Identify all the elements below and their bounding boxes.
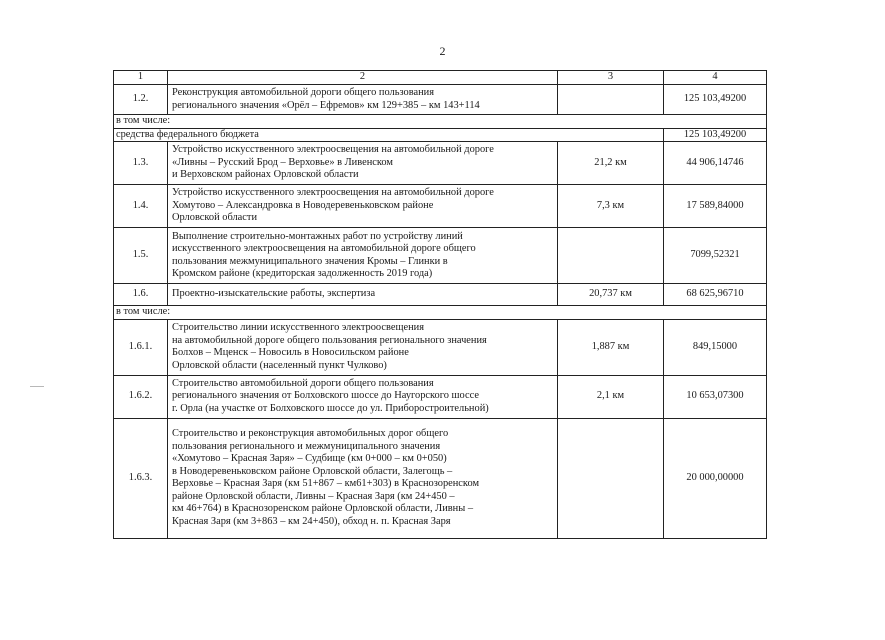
header-cell-2: 2 — [168, 71, 558, 85]
table-row — [114, 142, 767, 185]
row-amount: 125 103,49200 — [664, 85, 767, 115]
row-number: 1.6.2. — [114, 375, 168, 418]
row-amount: 20 000,00000 — [664, 418, 767, 538]
including-row — [114, 115, 767, 129]
scan-mark — [30, 386, 44, 387]
page-number: 2 — [439, 44, 446, 58]
table-row — [114, 85, 767, 115]
row-amount: 7099,52321 — [664, 228, 767, 284]
row-quantity: 1,887 км — [558, 319, 664, 375]
federal-budget-label: средства федерального бюджета — [114, 128, 664, 142]
row-number: 1.6. — [114, 284, 168, 306]
including-label: в том числе: — [114, 306, 767, 320]
table-header-row — [114, 71, 767, 85]
row-quantity: 21,2 км — [558, 142, 664, 185]
federal-budget-amount: 125 103,49200 — [664, 128, 767, 142]
federal-budget-row — [114, 128, 767, 142]
including-label: в том числе: — [114, 115, 767, 129]
row-amount: 10 653,07300 — [664, 375, 767, 418]
row-number: 1.5. — [114, 228, 168, 284]
row-description: Реконструкция автомобильной дороги общего пользования регионального значения «Орёл – Ефремов» км 129+385 – км 143+114 — [168, 85, 558, 115]
row-number: 1.6.1. — [114, 319, 168, 375]
row-description: Выполнение строительно-монтажных работ по устройству линий искусственного электроосвещения на автомобильной дороге общего пользования межмуниципального значения Кромы – Глинки в Кромском районе (кредиторская задолженность 2019 года) — [168, 228, 558, 284]
header-cell-1: 1 — [114, 71, 168, 85]
table-row — [114, 185, 767, 228]
row-quantity — [558, 228, 664, 284]
row-description: Проектно-изыскательские работы, экспертиза — [168, 284, 558, 306]
table-row — [114, 228, 767, 284]
header-cell-4: 4 — [664, 71, 767, 85]
row-amount: 68 625,96710 — [664, 284, 767, 306]
row-number: 1.6.3. — [114, 418, 168, 538]
row-quantity — [558, 418, 664, 538]
row-quantity: 2,1 км — [558, 375, 664, 418]
table-row — [114, 319, 767, 375]
budget-table — [113, 70, 767, 539]
row-description: Строительство автомобильной дороги общего пользования регионального значения от Болховского шоссе до Наугорского шоссе г. Орла (на участке от Болховского шоссе до ул. Приборостроительной) — [168, 375, 558, 418]
row-quantity: 20,737 км — [558, 284, 664, 306]
row-quantity — [558, 85, 664, 115]
row-number: 1.4. — [114, 185, 168, 228]
row-description: Строительство линии искусственного электроосвещения на автомобильной дороге общего пользования регионального значения Болхов – Мценск – Новосиль в Новосильском районе Орловской области (населенный пункт Чулково) — [168, 319, 558, 375]
row-number: 1.3. — [114, 142, 168, 185]
row-description: Устройство искусственного электроосвещения на автомобильной дороге Хомутово – Александровка в Новодеревеньковском районе Орловской области — [168, 185, 558, 228]
row-description: Строительство и реконструкция автомобильных дорог общего пользования регионального и межмуниципального значения «Хомутово – Красная Заря» – Судбище (км 0+000 – км 0+050) в Новодеревеньковском районе Орловской области, Залегощь – Верховье – Красная Заря (км 51+867 – км61+303) в Краснозоренском районе Орловской области, Ливны – Красная Заря (км 24+450 – км 46+764) в Краснозоренском районе Орловской области, Ливны – Красная Заря (км 3+863 – км 24+450), обход н. п. Красная Заря — [168, 418, 558, 538]
including-row — [114, 306, 767, 320]
header-cell-3: 3 — [558, 71, 664, 85]
row-amount: 44 906,14746 — [664, 142, 767, 185]
table-row — [114, 375, 767, 418]
row-description: Устройство искусственного электроосвещения на автомобильной дороге «Ливны – Русский Брод – Верховье» в Ливенском и Верховском районах Орловской области — [168, 142, 558, 185]
table-row — [114, 418, 767, 538]
row-amount: 17 589,84000 — [664, 185, 767, 228]
row-number: 1.2. — [114, 85, 168, 115]
row-amount: 849,15000 — [664, 319, 767, 375]
table-row — [114, 284, 767, 306]
row-quantity: 7,3 км — [558, 185, 664, 228]
